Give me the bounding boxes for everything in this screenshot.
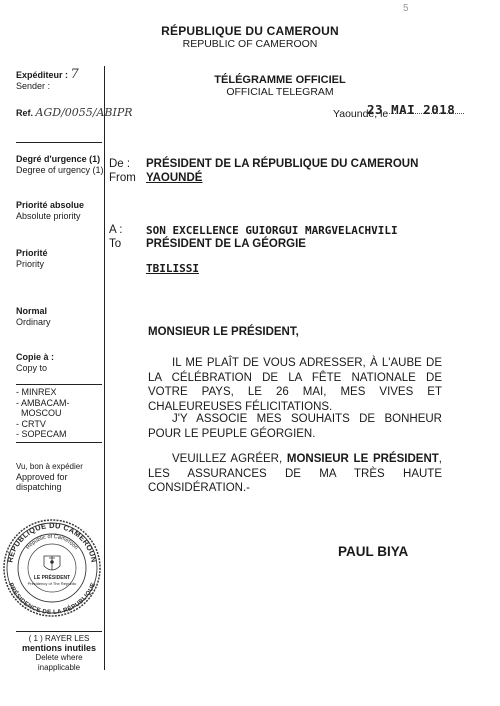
copy-block <box>16 352 102 443</box>
absolute-priority-block <box>16 200 84 221</box>
to-line-1: SON EXCELLENCE GUIORGUI MARGVELACHVILI <box>146 224 398 237</box>
corner-mark: 5 <box>403 3 409 14</box>
presidential-seal <box>2 518 102 618</box>
abs-priority-en: Absolute priority <box>16 210 81 221</box>
footnote-en-1: Delete where <box>35 653 83 662</box>
sidebar-rule <box>16 142 102 143</box>
message-paragraph-2: J'Y ASSOCIE MES SOUHAITS DE BONHEUR POUR LE PEUPLE GÉORGIEN. <box>148 413 442 440</box>
sender-handwritten: 7 <box>70 67 79 82</box>
to-city: TBILISSI <box>146 262 199 275</box>
svg-text:PRÉSIDENCE DE LA RÉPUBLIQUE <box>7 582 97 616</box>
sidebar-divider <box>104 66 105 670</box>
footnote-block <box>16 631 102 672</box>
sender-label-fr: Expéditeur : <box>16 70 69 80</box>
from-label-en: From <box>109 172 136 184</box>
salutation: MONSIEUR LE PRÉSIDENT, <box>148 326 299 338</box>
svg-text:Republic of Cameroon <box>25 534 79 551</box>
priority-en: Priority <box>16 258 45 269</box>
country-title-en: REPUBLIC OF CAMEROON <box>182 38 318 50</box>
date-place: Yaoundé, le <box>333 108 389 120</box>
approval-block <box>16 462 83 492</box>
copy-item: - AMBACAM- <box>16 397 70 408</box>
from-name: PRÉSIDENT DE LA RÉPUBLIQUE DU CAMEROUN <box>146 158 419 170</box>
sender-block <box>16 67 79 91</box>
coat-of-arms-icon <box>44 556 60 570</box>
seal-center-title: LE PRÉSIDENT <box>33 575 71 581</box>
footnote-en-2: inapplicable <box>37 662 81 672</box>
copy-item: - SOPECAM <box>16 429 67 439</box>
seal-inner-text: Republic of Cameroon <box>25 533 79 552</box>
seal-center-subtitle: Presidency of The Republic <box>27 581 77 586</box>
normal-block <box>16 306 51 327</box>
from-label-fr: De : <box>109 158 131 170</box>
copy-item: - CRTV <box>16 418 46 429</box>
closing-text-bold: MONSIEUR LE PRÉSIDENT <box>286 453 439 465</box>
urgency-block <box>16 154 104 175</box>
to-line-2: PRÉSIDENT DE LA GÉORGIE <box>146 238 306 250</box>
country-title-fr: RÉPUBLIQUE DU CAMEROUN <box>161 24 339 38</box>
closing-text-a: VEUILLEZ AGRÉER, <box>172 453 287 465</box>
seal-outer-bottom-text: PRÉSIDENCE DE LA RÉPUBLIQUE <box>6 581 98 617</box>
urgency-label-fr: Degré d'urgence (1) <box>16 154 101 164</box>
telegram-title-en: OFFICIAL TELEGRAM <box>226 86 334 98</box>
copy-label-fr: Copie à : <box>16 352 55 362</box>
approved-fr: Vu, bon à expédier <box>16 462 83 471</box>
footnote-fr-2: mentions inutiles <box>21 642 96 653</box>
to-label-en: To <box>109 238 122 250</box>
normal-fr: Normal <box>16 306 48 316</box>
seal-outer-top-text: RÉPUBLIQUE DU CAMEROUN <box>5 520 99 564</box>
sender-label-en: Sender : <box>16 80 51 91</box>
copy-item: - MINREX <box>16 387 57 397</box>
message-paragraph-3 <box>148 452 442 496</box>
from-city: YAOUNDÉ <box>146 172 203 184</box>
copy-item: MOSCOU <box>21 408 62 418</box>
telegram-title-fr: TÉLÉGRAMME OFFICIEL <box>214 74 346 86</box>
to-label-fr: A : <box>109 224 123 236</box>
urgency-label-en: Degree of urgency (1) <box>16 164 104 175</box>
priority-fr: Priorité <box>16 248 48 258</box>
approved-en-2: dispatching <box>16 481 62 492</box>
message-paragraph-1: IL ME PLAÎT DE VOUS ADRESSER, À L'AUBE DE LA CÉLÉBRATION DE LA FÊTE NATIONALE DE VOTRE PAYS, LE 26 MAI, MES VIVES ET CHALEUREUSES FÉLICITATIONS. <box>148 357 442 413</box>
date-stamp: 23 MAI 2018 <box>367 102 456 117</box>
footnote-fr: ( 1 ) RAYER LES <box>28 634 90 643</box>
ref-handwritten: AGD/0055/ABIPR <box>35 106 133 119</box>
approved-en-1: Approved for <box>16 471 68 482</box>
normal-en: Ordinary <box>16 316 51 327</box>
closing-text-b: , LES ASSURANCES DE MA TRÈS HAUTE CONSIDÉRATION.- <box>148 453 442 494</box>
priority-block <box>16 248 48 269</box>
signature-name: PAUL BIYA <box>338 544 409 559</box>
copy-label-en: Copy to <box>16 362 48 373</box>
ref-label: Ref. <box>16 108 34 118</box>
reference-block <box>16 108 133 119</box>
abs-priority-fr: Priorité absolue <box>16 200 85 210</box>
